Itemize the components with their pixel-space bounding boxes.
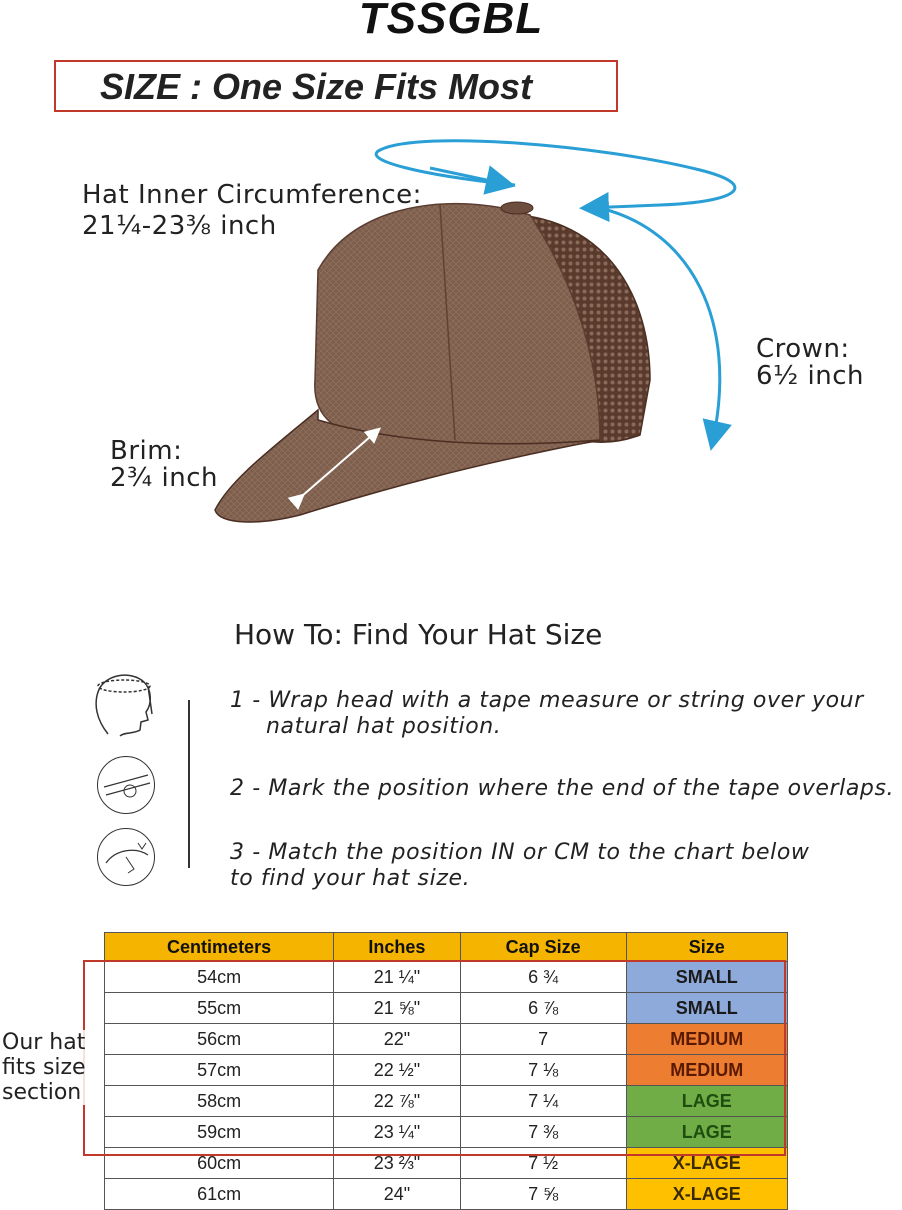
cell-inches: 22 ½" xyxy=(334,1055,461,1086)
header-cap-size: Cap Size xyxy=(460,933,626,962)
head-measure-icon xyxy=(86,664,160,744)
cell-size: MEDIUM xyxy=(626,1055,787,1086)
cell-cm: 54cm xyxy=(105,962,334,993)
cell-inches: 24" xyxy=(334,1179,461,1210)
cell-inches: 23 ¼" xyxy=(334,1117,461,1148)
brim-value: 2¾ inch xyxy=(110,463,218,493)
circumference-value: 21¼-23⅜ inch xyxy=(82,211,277,241)
cell-cap-size: 6 ¾ xyxy=(460,962,626,993)
brand-title: TSSGBL xyxy=(358,0,544,43)
cell-cap-size: 6 ⅞ xyxy=(460,993,626,1024)
cell-size: SMALL xyxy=(626,962,787,993)
cell-cap-size: 7 ⅜ xyxy=(460,1117,626,1148)
crown-label: Crown: xyxy=(756,334,850,364)
cell-cm: 59cm xyxy=(105,1117,334,1148)
step-3-line-2: to find your hat size. xyxy=(230,866,471,891)
step-3-line-1: 3 - Match the position IN or CM to the chart below xyxy=(230,840,810,865)
table-row xyxy=(105,962,788,993)
size-chart-table xyxy=(104,932,788,1210)
table-row xyxy=(105,1086,788,1117)
cell-inches: 22 ⅞" xyxy=(334,1086,461,1117)
cell-cap-size: 7 ½ xyxy=(460,1148,626,1179)
cell-cap-size: 7 xyxy=(460,1024,626,1055)
tape-match-icon xyxy=(97,828,155,886)
header-size: Size xyxy=(626,933,787,962)
cell-size: LAGE xyxy=(626,1117,787,1148)
cell-inches: 23 ⅔" xyxy=(334,1148,461,1179)
cell-cm: 58cm xyxy=(105,1086,334,1117)
cell-cm: 55cm xyxy=(105,993,334,1024)
step-1-line-1: 1 - Wrap head with a tape measure or string over your xyxy=(230,688,864,713)
step-2: 2 - Mark the position where the end of the tape overlaps. xyxy=(230,776,895,801)
fit-range-note xyxy=(2,1030,86,1105)
size-title: SIZE : One Size Fits Most xyxy=(100,66,533,107)
cell-cm: 61cm xyxy=(105,1179,334,1210)
cell-inches: 21 ⅝" xyxy=(334,993,461,1024)
howto-title: How To: Find Your Hat Size xyxy=(234,618,603,651)
cell-inches: 21 ¼" xyxy=(334,962,461,993)
table-row xyxy=(105,1024,788,1055)
fit-range-note-line-1: Our hat xyxy=(2,1030,86,1055)
circumference-label: Hat Inner Circumference: xyxy=(82,180,422,210)
cell-cap-size: 7 ¼ xyxy=(460,1086,626,1117)
brim-label: Brim: xyxy=(110,436,183,466)
cell-inches: 22" xyxy=(334,1024,461,1055)
header-inches: Inches xyxy=(334,933,461,962)
cell-size: MEDIUM xyxy=(626,1024,787,1055)
table-row xyxy=(105,1148,788,1179)
steps-divider xyxy=(188,700,190,868)
header-centimeters: Centimeters xyxy=(105,933,334,962)
table-row xyxy=(105,1179,788,1210)
circumference-arrow xyxy=(376,141,735,208)
table-row xyxy=(105,993,788,1024)
table-row xyxy=(105,1117,788,1148)
cell-cap-size: 7 ⅛ xyxy=(460,1055,626,1086)
tape-mark-icon xyxy=(97,756,155,814)
fit-range-note-line-3: section xyxy=(2,1080,82,1105)
cell-cm: 60cm xyxy=(105,1148,334,1179)
crown-value: 6½ inch xyxy=(756,361,864,391)
fit-range-note-line-2: fits size xyxy=(2,1055,86,1080)
cell-cm: 56cm xyxy=(105,1024,334,1055)
cell-cap-size: 7 ⅝ xyxy=(460,1179,626,1210)
cell-size: LAGE xyxy=(626,1086,787,1117)
step-1-line-2: natural hat position. xyxy=(266,714,502,739)
cell-size: SMALL xyxy=(626,993,787,1024)
size-chart-header-row xyxy=(105,933,788,962)
cell-cm: 57cm xyxy=(105,1055,334,1086)
cell-size: X-LAGE xyxy=(626,1179,787,1210)
cell-size: X-LAGE xyxy=(626,1148,787,1179)
table-row xyxy=(105,1055,788,1086)
